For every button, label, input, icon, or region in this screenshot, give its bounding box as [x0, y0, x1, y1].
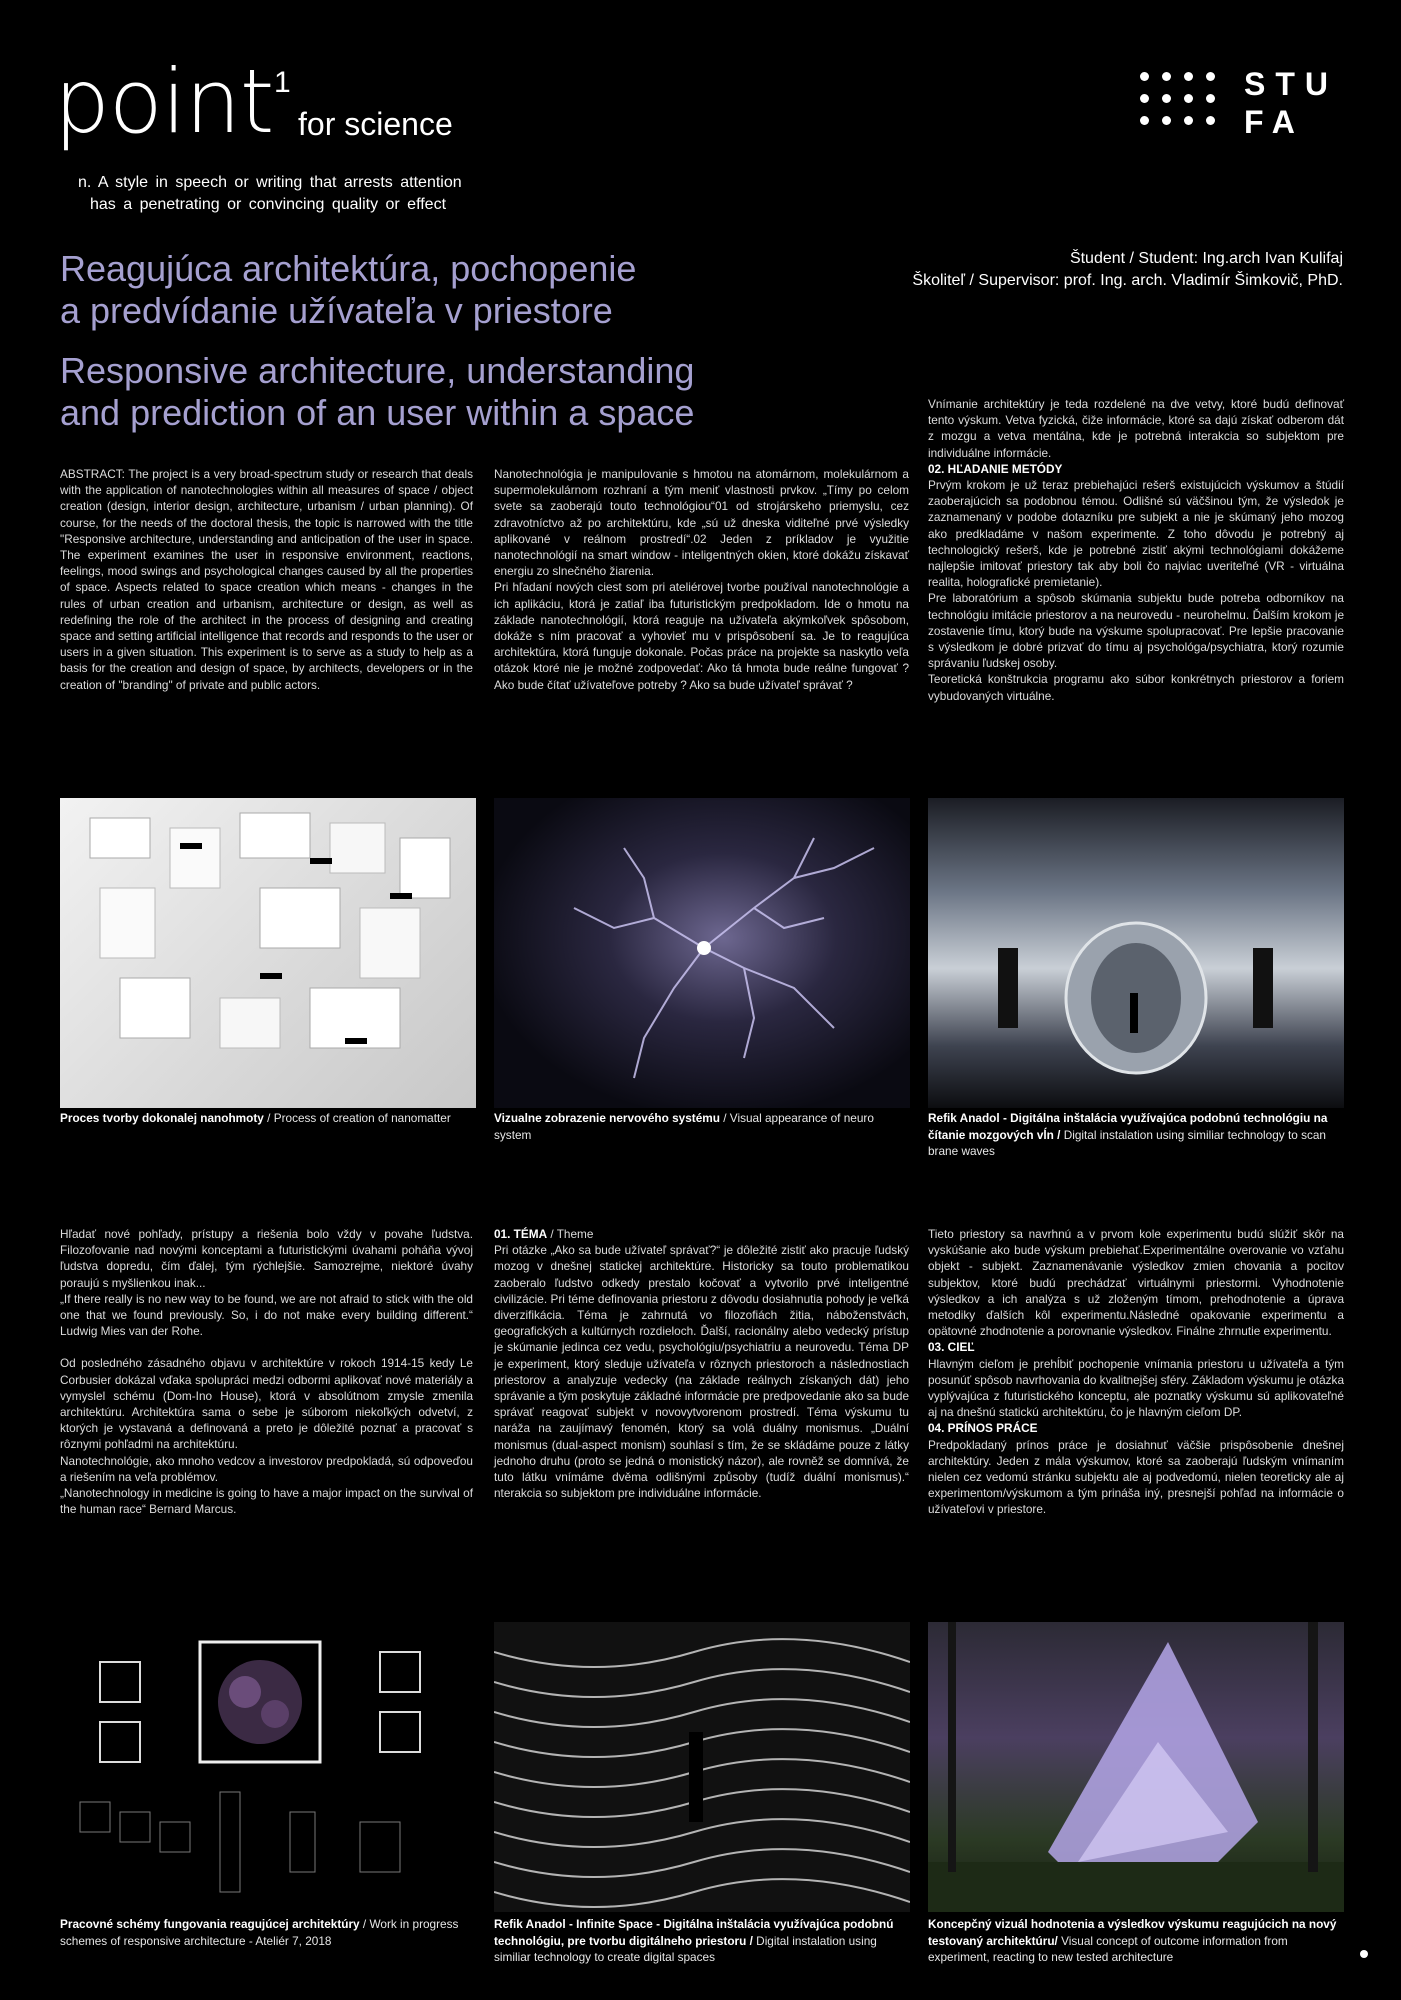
paragraph: Vnímanie architektúry je teda rozdelené na dve vetvy, ktoré budú definovať tento výskum. Vetva fyzická, čiže informácie, ktoré sa dajú získať odberom dát z mozgu a vetva mentálna, kde je potrebná interakcia so subjektom pre individuálne informácie. [928, 397, 1344, 460]
quote: „If there really is no new way to be found, we are not afraid to stick with the old one that we found previously. So, i do not make every building different.“ Ludwig Mies van der Rohe. [60, 1291, 473, 1339]
caption-image-2 [494, 1110, 914, 1143]
title-english-line-2: and prediction of an user within a space [60, 392, 695, 433]
section-heading-translation: / Theme [547, 1227, 594, 1241]
caption-text: Digital instalation using similiar technology to create digital spaces [494, 1933, 877, 1964]
caption-image-5 [494, 1916, 914, 1966]
image-nervous-system [494, 798, 910, 1108]
section-heading: 03. CIEĽ [928, 1340, 975, 1355]
paragraph: Pre laboratórium a spôsob skúmania subjektu bude potreba odborníkov na technológiu imitácie priestorov a na neurovedu - neurohelmu. Ďalším krokom je zostavenie tímu, ktorý bude na výskume spolupracovať. Pre lepšie pracovanie s výsledkom je dobré prizvať do tímu aj psychológa/psychiatra, ktorý rozumie správaniu ľudskej osoby. [928, 591, 1344, 671]
text-column-6 [928, 1226, 1344, 1518]
section-heading: 04. PRÍNOS PRÁCE [928, 1421, 1038, 1436]
image-infinite-space [494, 1622, 910, 1912]
logo-point: point [54, 50, 274, 153]
paragraph: Pri hľadaní nových ciest som pri ateliérovej tvorbe používal nanotechnológie a ich aplikáciu, ktorá je zatiaľ iba futuristickým predpokladom. Ide o hmotu na základe nanotechnológií, ktorá reaguje na užívateľa akýmkoľvek spôsobom, dokáže s ním pracovať a vyhovieť mu v prispôsobení sa. Je to reagujúca architektúra, ktorá funguje dokonale. Počas práce na projekte sa naskytlo veľa otázok ktoré nie je možné zodpovedať: Ako tá hmota bude reálne fungovať ? Ako bude čítať užívateľove potreby ? Ako sa bude užívateľ správať ? [494, 580, 909, 692]
neuron-illustration [494, 798, 910, 1108]
definition-line-2: has a penetrating or convincing quality or effect [90, 196, 447, 213]
title-english-line-1: Responsive architecture, understanding [60, 350, 695, 391]
text-column-2 [494, 466, 909, 693]
caption-text: Digital instalation using similiar technology to scan brane waves [928, 1127, 1326, 1158]
caption-image-4 [60, 1916, 480, 1949]
image-concept-visual [928, 1622, 1344, 1912]
paragraph: Tieto priestory sa navrhnú a v prvom kole experimentu budú slúžiť skôr na vyskúšanie ako bude výskum prebiehať.Experimentálne overovanie vo vzťahu objekt - subjekt. Zaznamenávanie výsledkov zmien chovania a pocitov subjektov, ktoré budú prechádzať virtuálnymi priestormi. Vyhodnotenie výsledkov a ich analýza s už zloženým tímom, prehodnotenie a úprava metodiky ďalších kôl experimentu.Následné opakovanie experimentu a opätovné zhodnotenie a porovnanie výsledkov. Finálne zhrnutie experimentu. [928, 1227, 1344, 1339]
stu-text: STU [1244, 66, 1338, 102]
paragraph: Hlavným cieľom je prehĺbiť pochopenie vnímania priestoru u užívateľa a tým posunúť spôsob navrhovania do kvalitnejšej sféry. Základom výskumu je otázka vyplývajúca z futuristického konceptu, ale poznatky výskumu sú aplikovateľné aj na dnešnú statickú architektúru, čo je hlavným cieľom DP. [928, 1356, 1345, 1420]
title-english [60, 350, 840, 434]
paragraph: Pri otázke „Ako sa bude užívateľ správať?“ je dôležité zistiť ako pracuje ľudský mozog v dnešnej statickej architektúre. Historicky sa touto problematikou zaoberalo ľudstvo odkedy prestalo kočovať a vytvorilo prvé inteligentné civilizácie. Pri téme definovania priestoru z dôvodu dosiahnutia pohody je veľká diverzifikácia. Téma je zahrnutá vo filozofiách žitia, náboženstvách, geografických a kultúrnych rozdieloch. Ďalší, racionálny alebo vedecký prístup je skúmanie jedinca cez vedu, psychológiu/psychiatriu a neurovedu. Téma DP je experiment, ktorý sleduje užívateľa v rôznych priestoroch a následnostiach priestorov a analyzuje vedecky (na základe reálnych získaných dát) jeho správanie a tým poskytuje základné informácie pre predpovedanie ako sa bude správať reagovať subjekt v novovytvorenom prostredí. Téma výskumu tu naráža na zaujímavý fenomén, ktorý sa volá duálny monismus. „Duální monismus (dual-aspect monism) souhlasí s tím, že se skládáme pouze z látky jednoho druhu (proto se jedná o monistický názor), ale rovněž se domnívá, že tuto látku vnímáme dvěma odlišnými způsoby (tudíž duální monismus).“ nterakcia so subjektom pre individuálne informácie. [494, 1243, 909, 1501]
caption-text: / Visual appearance of neuro system [494, 1111, 874, 1142]
quote: „Nanotechnology in medicine is going to have a major impact on the survival of the human race“ Bernard Marcus. [60, 1486, 473, 1517]
paragraph: Teoretická konštrukcia programu ako súbor konkrétnych priestorov a foriem vybudovaných virtuálne. [928, 672, 1344, 703]
caption-text: Visual concept of outcome information from experiment, reacting to new tested architecture [928, 1933, 1288, 1964]
paragraph: Od posledného zásadného objavu v architektúre v rokoch 1914-15 kedy Le Corbusier dokázal vďaka spolupráci medzi odbormi aplikovať nové materiály a vymyslel schému (Dom-Ino House), ktorá v absolútnom zmysle zmenila architektúru. Architektúra sama o sebe je súborom niekoľkých odvetví, z ktorých je vystavaná a definovaná a preto je dôležité poznať a pracovať s rôznymi pohľadmi na architektúru. [60, 1356, 473, 1452]
image-refik-anadol-installation [928, 798, 1344, 1108]
caption-bold: Vizualne zobrazenie nervového systému [494, 1111, 720, 1125]
caption-bold: Proces tvorby dokonalej nanohmoty [60, 1111, 264, 1125]
title-slovak-line-2: a predvídanie užívateľa v priestore [60, 290, 613, 331]
definition-text [78, 172, 498, 216]
stu-fa-logo [1136, 66, 1346, 142]
paragraph: Predpokladaný prínos práce je dosiahnuť väčšie prispôsobenie dnešnej architektúry. Jeden z mála výskumov, ktoré sa zaoberajú ľudským vnímaním nielen cez vedomú stránku subjektu ale aj podvedomú, nielen teoreticky ale aj experimentom/výskumom a tým prináša iný, presnejší pohľad na informácie o užívateľovi v priestore. [928, 1437, 1344, 1517]
sketch-wall-illustration [60, 798, 476, 1108]
logo-superscript: 1 [274, 66, 291, 99]
concept-visual-illustration [928, 1622, 1344, 1912]
fa-text: FA [1244, 104, 1305, 140]
credit-supervisor: Školiteľ / Supervisor: prof. Ing. arch. Vladimír Šimkovič, PhD. [912, 272, 1343, 289]
logo-subtitle: for science [298, 106, 453, 142]
caption-image-1 [60, 1110, 480, 1127]
installation-illustration [928, 798, 1344, 1108]
title-slovak [60, 248, 840, 332]
paragraph: Nanotechnológia je manipulovanie s hmotou na atomárnom, molekulárnom a supermolekulárnom rozhraní a tým meniť vlastnosti prvkov. „Tímy po celom svete sa zaoberajú touto technológiou“01 od strojárskeho priemyslu, cez zdravotníctvo až po architektúru, kde „sú už dneska viditeľné prvé výsledky aplikované v reálnom prostredí“.02 Jeden z príkladov je využitie nanotechnológií na smart window - inteligentných okien, ktoré dokážu získavať energiu zo slnečného žiarenia. [494, 467, 909, 579]
text-column-4 [60, 1226, 473, 1517]
caption-bold: Refik Anadol - Digitálna inštalácia využívajúca podobnú technológiu na čítanie mozgových vĺn / [928, 1111, 1328, 1142]
caption-bold: Refik Anadol - Infinite Space - Digitálna inštalácia využívajúca podobnú technológiu, pre tvorbu digitálneho priestoru / [494, 1917, 894, 1948]
paragraph: Prvým krokom je už teraz prebiehajúci rešerš existujúcich výskumov a štúdií zaoberajúcich sa podobnou témou. Odlišné sú väčšinou tým, že výsledok je zaznamenaný v podobe dotazníku pre subjekt a nie je skúmaný jeho mozog ako predkladáme v našom experimente. Z toho dôvodu je potrebný aj technologický rešerš, kde je potrebné zistiť akými technológiami dokážeme najlepšie imitovať priestory tak aby boli čo najviac uveriteľné (VR - virtuálna realita, holografické premietanie). [928, 478, 1344, 590]
caption-text: / Process of creation of nanomatter [263, 1111, 451, 1125]
paragraph: Hľadať nové pohľady, prístupy a riešenia bolo vždy v povahe ľudstva. Filozofovanie nad novými konceptami a futuristickými úvahami poháňa vývoj ľudstva dopredu, čím ďalej, tým rýchlejšie. Samozrejme, niektoré úvahy poraujú s myšlienkou inak... [60, 1227, 473, 1290]
text-column-3 [928, 396, 1344, 704]
caption-text: / Work in progress schemes of responsive architecture - Ateliér 7, 2018 [60, 1917, 459, 1948]
caption-bold: Pracovné schémy fungovania reagujúcej architektúry [60, 1917, 360, 1931]
schemes-illustration [60, 1622, 476, 1912]
title-slovak-line-1: Reagujúca architektúra, pochopenie [60, 248, 637, 289]
abstract-column [60, 466, 473, 693]
image-work-schemes [60, 1622, 476, 1912]
text-column-5 [494, 1226, 909, 1501]
infinite-space-illustration [494, 1622, 910, 1912]
caption-image-3 [928, 1110, 1348, 1160]
image-nanomatter-process [60, 798, 476, 1108]
corner-dot [1360, 1950, 1368, 1958]
section-heading: 02. HĽADANIE METÓDY [928, 461, 1063, 476]
section-heading: 01. TÉMA [494, 1227, 548, 1241]
paragraph: Nanotechnológie, ako mnoho vedcov a investorov predpokladá, sú odpoveďou a riešením na veľa problémov. [60, 1453, 473, 1484]
credit-student: Študent / Student: Ing.arch Ivan Kulifaj [1069, 250, 1343, 267]
abstract-text: ABSTRACT: The project is a very broad-spectrum study or research that deals with the application of nanotechnologies within all measures of space / object creation (design, interior design, architecture, urbanism / urban planning). Of course, for the needs of the doctoral thesis, the topic is narrowed with the title "Responsive architecture, understanding and anticipation of the user in space. The experiment examines the user in responsive environment, reactions, feelings, mood swings and psychological changes caused by all the properties of space. Aspects related to space creation which means - changes in the rules of urban creation and urbanism, architecture or design, as well as redefining the role of the architect in the process of designing and creating space and setting artificial intelligence that records and responds to the user or users in a given situation. This experiment is to serve as a study to help as a basis for the creation and design of space, by architects, developers or in the creation of "branding" of private and public actors. [60, 467, 473, 692]
caption-image-6 [928, 1916, 1348, 1966]
caption-bold: Koncepčný vizuál hodnotenia a výsledkov výskumu reagujúcich na nový testovaný architektúru/ [928, 1917, 1337, 1948]
definition-line-1: n. A style in speech or writing that arrests attention [78, 174, 462, 191]
